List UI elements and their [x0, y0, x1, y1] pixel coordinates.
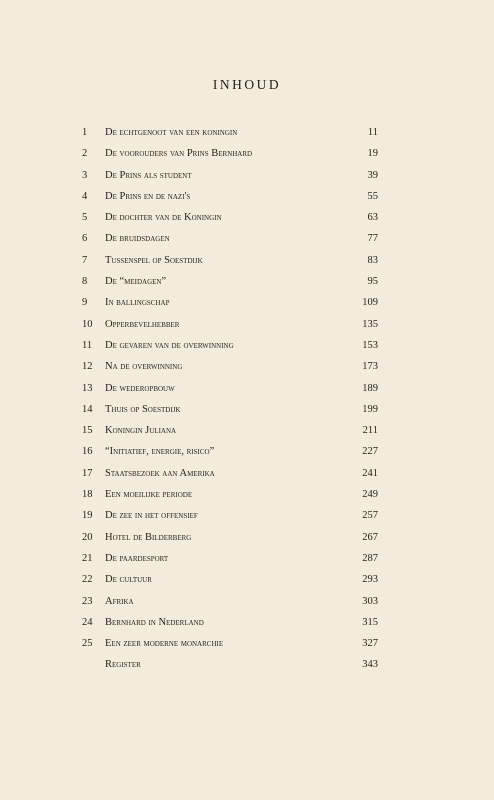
page-number: 189: [362, 382, 378, 394]
page-number: 343: [362, 659, 378, 671]
page-number: 173: [362, 361, 378, 373]
chapter-title: De voorouders van Prins Bernhard: [105, 148, 253, 160]
chapter-number: 7: [82, 254, 88, 266]
page-number: 19: [367, 148, 378, 160]
page-number: 199: [362, 403, 378, 415]
chapter-title: In ballingschap: [105, 297, 170, 309]
page-number: 11: [367, 127, 378, 138]
chapter-title: Hotel de Bilderberg: [105, 531, 192, 543]
chapter-title: “Initiatief, energie, risico”: [105, 446, 215, 458]
chapter-number: 23: [82, 595, 93, 607]
chapter-title: Een moeilijke periode: [105, 489, 193, 501]
chapter-number: 12: [82, 361, 93, 373]
toc-entry: [82, 319, 378, 340]
chapter-title: De Prins als student: [105, 169, 192, 181]
chapter-number: 11: [82, 339, 93, 351]
toc-entry: [82, 532, 378, 553]
chapter-number: 25: [82, 638, 93, 650]
chapter-title: De dochter van de Koningin: [105, 212, 222, 224]
page-number: 39: [367, 169, 378, 181]
chapter-number: 2: [82, 148, 88, 160]
page-number: 315: [362, 616, 378, 628]
chapter-title: Afrika: [105, 595, 134, 607]
toc-entry: [82, 446, 378, 467]
chapter-number: 10: [82, 318, 93, 330]
page-number: 267: [362, 531, 378, 543]
chapter-number: 19: [82, 510, 93, 522]
page-number: 227: [362, 446, 378, 458]
toc-entry: [82, 617, 378, 638]
page-number: 95: [367, 276, 378, 288]
chapter-title: Thuis op Soestdijk: [105, 403, 181, 415]
table-of-contents: [82, 127, 378, 681]
toc-entry: [82, 170, 378, 191]
chapter-number: 21: [82, 552, 93, 564]
chapter-number: 5: [82, 212, 88, 224]
page-number: 153: [362, 339, 378, 351]
toc-entry: [82, 191, 378, 212]
chapter-title: De gevaren van de overwinning: [105, 339, 234, 351]
page-number: 293: [362, 574, 378, 586]
page-number: 257: [362, 510, 378, 522]
toc-entry: [82, 468, 378, 489]
toc-entry: [82, 574, 378, 595]
page-number: 55: [367, 190, 378, 202]
chapter-title: Opperbevelhebber: [105, 318, 180, 330]
chapter-number: 14: [82, 403, 93, 415]
toc-entry: [82, 340, 378, 361]
chapter-title: Koningin Juliana: [105, 425, 177, 437]
chapter-title: Een zeer moderne monarchie: [105, 638, 224, 650]
chapter-title: Tussenspel op Soestdijk: [105, 254, 203, 266]
chapter-title: De paardesport: [105, 552, 169, 564]
chapter-number: 4: [82, 190, 88, 202]
chapter-number: 1: [82, 127, 88, 138]
toc-entry: [82, 297, 378, 318]
chapter-title: Na de overwinning: [105, 361, 183, 373]
page-number: 287: [362, 552, 378, 564]
chapter-number: 6: [82, 233, 88, 245]
chapter-title: De wederopbouw: [105, 382, 175, 394]
chapter-title: De cultuur: [105, 574, 152, 586]
toc-entry: [82, 127, 378, 148]
page-number: 303: [362, 595, 378, 607]
toc-entry: [82, 510, 378, 531]
chapter-title: De Prins en de nazi's: [105, 190, 191, 202]
chapter-title: Bernhard in Nederland: [105, 616, 204, 628]
page-title: INHOUD: [212, 77, 282, 92]
chapter-number: 3: [82, 169, 88, 181]
page-number: 63: [367, 212, 378, 224]
chapter-title: De echtgenoot van een koningin: [105, 127, 238, 138]
chapter-title: Register: [105, 659, 141, 671]
chapter-title: De “meidagen”: [105, 276, 167, 288]
page-number: 77: [367, 233, 378, 245]
toc-entry: [82, 148, 378, 169]
chapter-number: 17: [82, 467, 93, 479]
toc-entry: [82, 404, 378, 425]
chapter-number: 24: [82, 616, 93, 628]
chapter-number: 15: [82, 425, 93, 437]
toc-entry: [82, 638, 378, 659]
toc-entry: [82, 489, 378, 510]
toc-entry: [82, 659, 378, 680]
toc-entry: [82, 383, 378, 404]
chapter-number: 18: [82, 489, 93, 501]
toc-entry: [82, 425, 378, 446]
chapter-title: Staatsbezoek aan Amerika: [105, 467, 215, 479]
page-number: 109: [362, 297, 378, 309]
toc-entry: [82, 212, 378, 233]
chapter-number: 8: [82, 276, 88, 288]
toc-entry: [82, 596, 378, 617]
toc-entry: [82, 255, 378, 276]
toc-entry: [82, 361, 378, 382]
toc-entry: [82, 276, 378, 297]
page-number: 249: [362, 489, 378, 501]
page-number: 327: [362, 638, 378, 650]
chapter-number: 20: [82, 531, 93, 543]
page-number: 241: [362, 467, 378, 479]
chapter-number: 16: [82, 446, 93, 458]
page-number: 83: [367, 254, 378, 266]
page-number: 211: [362, 425, 378, 437]
chapter-title: De bruidsdagen: [105, 233, 170, 245]
toc-entry: [82, 233, 378, 254]
chapter-number: 22: [82, 574, 93, 586]
page-number: 135: [362, 318, 378, 330]
chapter-title: De zee in het offensief: [105, 510, 198, 522]
toc-entry: [82, 553, 378, 574]
chapter-number: 9: [82, 297, 88, 309]
chapter-number: 13: [82, 382, 93, 394]
